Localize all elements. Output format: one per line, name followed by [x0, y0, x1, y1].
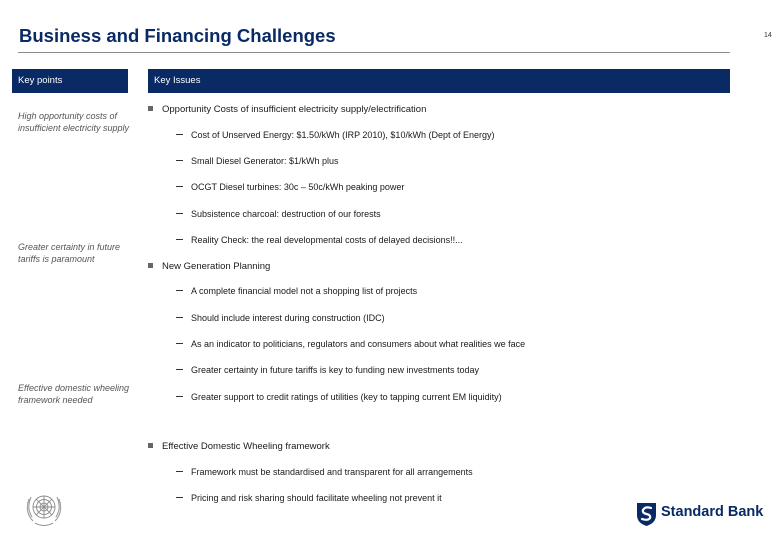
issue-sub-item — [176, 130, 494, 140]
issue-sub-text: Framework must be standardised and transparent for all arrangements — [191, 467, 473, 477]
dash-icon — [176, 369, 183, 370]
key-point-opportunity-costs: High opportunity costs of insufficient electricity supply — [18, 111, 130, 133]
issue-sub-item — [176, 209, 381, 219]
dash-icon — [176, 343, 183, 344]
issue-bullet-text: Opportunity Costs of insufficient electricity supply/electrification — [162, 104, 427, 115]
dash-icon — [176, 396, 183, 397]
issue-sub-text: Cost of Unserved Energy: $1.50/kWh (IRP 2010), $10/kWh (Dept of Energy) — [191, 130, 495, 140]
issue-sub-item — [176, 392, 502, 402]
issue-sub-item — [176, 493, 442, 503]
issue-sub-text: As an indicator to politicians, regulators and consumers about what realities we face — [191, 339, 526, 349]
bullet-square-icon — [148, 263, 153, 268]
bullet-square-icon — [148, 106, 153, 111]
issue-sub-text: Should include interest during construction (IDC) — [191, 313, 385, 323]
dash-icon — [176, 160, 183, 161]
standard-bank-logo-text: Standard Bank — [661, 504, 764, 520]
key-point-tariff-certainty: Greater certainty in future tariffs is paramount — [18, 242, 121, 264]
issue-sub-text: OCGT Diesel turbines: 30c – 50c/kWh peaking power — [191, 182, 405, 192]
issue-bullet — [148, 441, 330, 452]
issue-sub-text: Pricing and risk sharing should facilitate wheeling not prevent it — [191, 493, 442, 503]
issue-sub-text: A complete financial model not a shopping list of projects — [191, 286, 418, 296]
key-point-wheeling-framework: Effective domestic wheeling framework needed — [18, 383, 130, 405]
issue-sub-item — [176, 286, 417, 296]
bullet-square-icon — [148, 443, 153, 448]
dash-icon — [176, 134, 183, 135]
dash-icon — [176, 290, 183, 291]
un-emblem-icon — [23, 487, 65, 529]
issue-bullet — [148, 104, 426, 115]
page-title: Business and Financing Challenges — [19, 25, 336, 46]
issue-sub-text: Subsistence charcoal: destruction of our forests — [191, 209, 381, 219]
issue-sub-item — [176, 235, 463, 245]
issue-sub-item — [176, 365, 479, 375]
dash-icon — [176, 239, 183, 240]
issue-bullet-text: New Generation Planning — [162, 261, 271, 272]
issue-sub-text: Reality Check: the real developmental costs of delayed decisions!!... — [191, 235, 463, 245]
issue-sub-item — [176, 182, 404, 192]
issue-sub-item — [176, 313, 385, 323]
issue-sub-text: Greater certainty in future tariffs is key to funding new investments today — [191, 365, 479, 375]
dash-icon — [176, 317, 183, 318]
issue-sub-item — [176, 156, 339, 166]
key-issues-header: Key Issues — [148, 69, 730, 93]
issue-sub-text: Small Diesel Generator: $1/kWh plus — [191, 156, 339, 166]
issue-bullet-text: Effective Domestic Wheeling framework — [162, 441, 330, 452]
page-number: 14 — [764, 32, 772, 39]
dash-icon — [176, 497, 183, 498]
issue-sub-text: Greater support to credit ratings of utilities (key to tapping current EM liquidity) — [191, 392, 502, 402]
key-points-header: Key points — [12, 69, 128, 93]
title-divider — [18, 52, 730, 53]
issue-bullet — [148, 261, 270, 272]
dash-icon — [176, 471, 183, 472]
dash-icon — [176, 186, 183, 187]
dash-icon — [176, 213, 183, 214]
issue-sub-item — [176, 467, 473, 477]
issue-sub-item — [176, 339, 525, 349]
